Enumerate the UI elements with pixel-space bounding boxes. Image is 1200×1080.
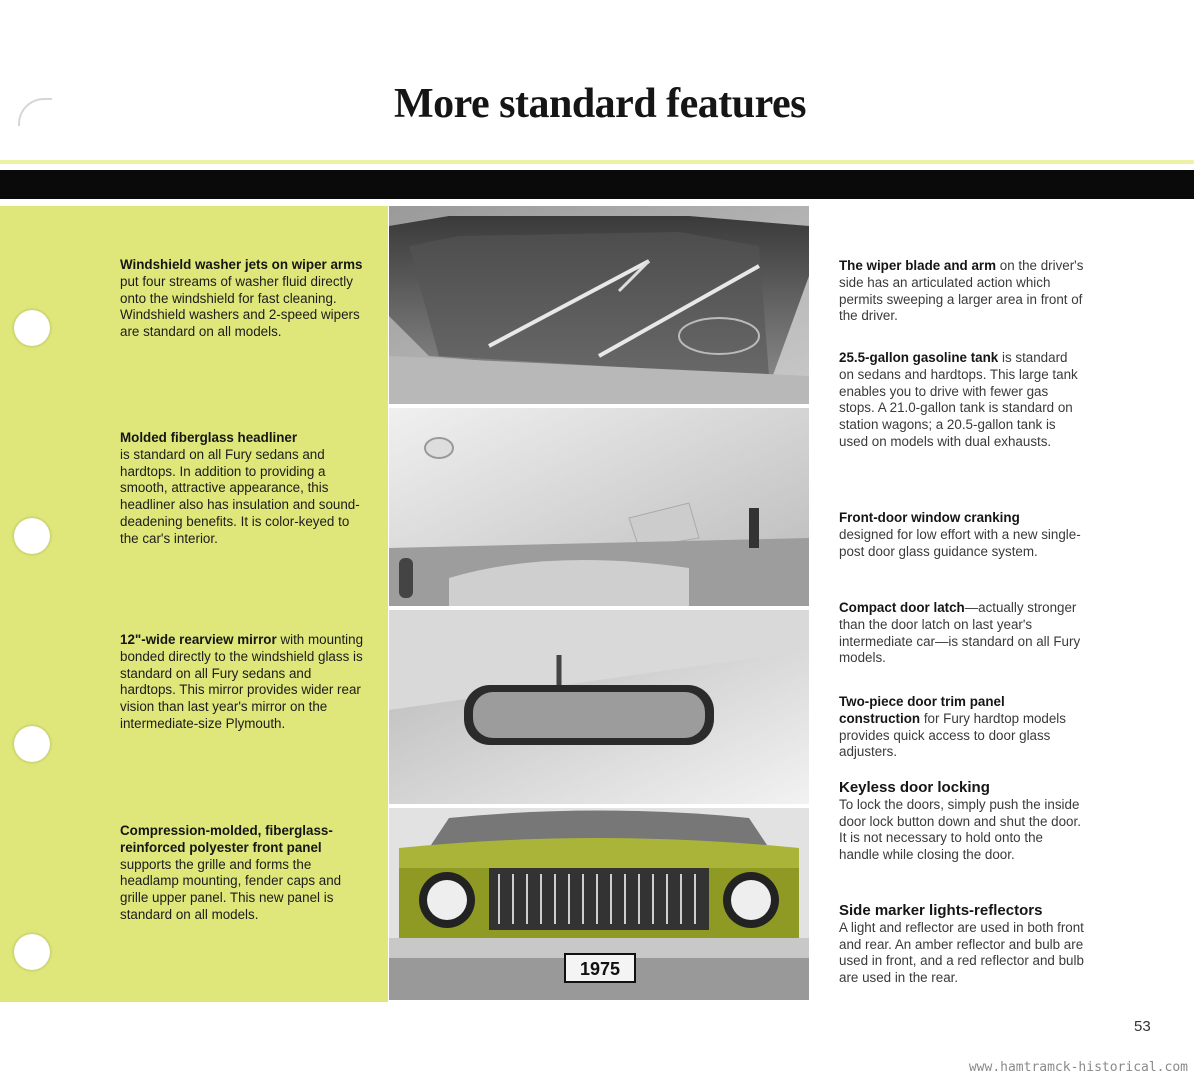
feature-side-marker — [839, 903, 1084, 987]
feature-text: on the driver's side has an articulated action which permits sweeping a larger area in front of the driver. — [839, 258, 1084, 324]
feature-heading: Molded fiberglass headliner — [120, 430, 298, 445]
page-title: More standard features — [393, 81, 807, 127]
car-front-photo — [389, 808, 809, 1000]
feature-heading: 25.5-gallon gasoline tank — [839, 350, 999, 365]
feature-heading: Side marker lights-reflectors — [839, 902, 1043, 919]
feature-text: supports the grille and forms the headlamp mounting, fender caps and grille upper panel. This new panel is standard on all models. — [120, 856, 342, 922]
feature-gas-tank — [839, 350, 1084, 451]
binder-hole — [14, 934, 50, 970]
license-plate-text: 1975 — [579, 959, 621, 979]
feature-washer-jets — [120, 257, 366, 341]
feature-keyless-locking — [839, 780, 1084, 864]
feature-heading: The wiper blade and arm — [839, 258, 997, 273]
feature-heading: Two-piece door trim panel construction — [839, 694, 1005, 726]
headliner-photo — [389, 408, 809, 606]
feature-text: with mounting bonded directly to the windshield glass is standard on all Fury sedans and hardtops. This mirror provides wider rear vision than last year's mirror on the intermediate-size Plymouth. — [120, 632, 364, 731]
feature-text: for Fury hardtop models provides quick access to door glass adjusters. — [839, 710, 1066, 760]
feature-wiper-blade — [839, 258, 1084, 325]
feature-text: is standard on sedans and hardtops. This large tank enables you to drive with fewer gas stops. A 21.0-gallon tank is standard on station wagons; a 20.5-gallon tank is used on models with dual exhausts. — [839, 350, 1078, 449]
feature-text: designed for low effort with a new single-post door glass guidance system. — [839, 526, 1081, 559]
page-number: 53 — [1134, 1018, 1151, 1035]
feature-heading: 12"-wide rearview mirror — [120, 632, 277, 647]
feature-door-latch — [839, 600, 1084, 667]
watermark: www.hamtramck-historical.com — [968, 1060, 1188, 1075]
feature-text: —actually stronger than the door latch on last year's intermediate car—is standard on all Fury models. — [839, 600, 1081, 666]
feature-rearview-mirror — [120, 632, 366, 733]
feature-heading: Windshield washer jets on wiper arms — [120, 257, 363, 272]
feature-window-cranking — [839, 510, 1084, 560]
feature-heading: Keyless door locking — [839, 779, 990, 796]
binder-hole — [14, 518, 50, 554]
feature-text: is standard on all Fury sedans and hardtops. In addition to providing a smooth, attractive appearance, this headliner also has insulation and sound-deadening benefits. It is color-keyed to the car's interior. — [120, 446, 360, 546]
feature-door-trim — [839, 694, 1084, 761]
binder-hole — [14, 310, 50, 346]
yellow-rule — [0, 160, 1194, 164]
rearview-mirror-photo — [389, 610, 809, 804]
feature-heading: Front-door window cranking — [839, 510, 1020, 525]
binder-hole — [14, 726, 50, 762]
windshield-wiper-photo — [389, 206, 809, 404]
black-band — [0, 170, 1194, 199]
feature-heading: Compact door latch — [839, 600, 965, 615]
feature-text: A light and reflector are used in both front and rear. An amber reflector and bulb are used in front, and a red reflector and bulb are used in the rear. — [839, 919, 1084, 986]
feature-heading: Compression-molded, fiberglass-reinforced polyester front panel — [120, 823, 333, 855]
feature-text: put four streams of washer fluid directly onto the windshield for fast cleaning. Windshield washers and 2-speed wipers are standard on all models. — [120, 273, 360, 340]
feature-front-panel — [120, 823, 366, 924]
feature-text: To lock the doors, simply push the inside door lock button down and shut the door. It is not necessary to hold onto the handle while closing the door. — [839, 796, 1081, 863]
feature-headliner — [120, 430, 366, 548]
